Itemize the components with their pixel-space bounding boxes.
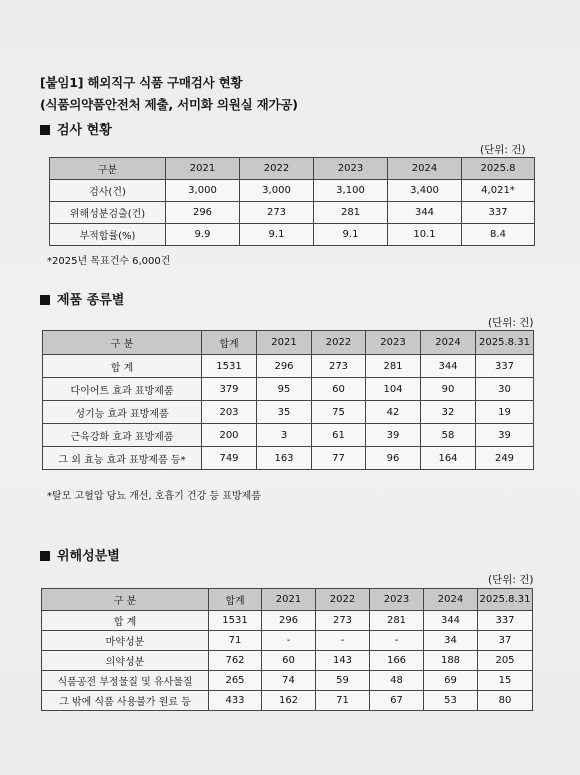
table-cell: 273 bbox=[240, 202, 314, 224]
table-cell: 3,000 bbox=[240, 180, 314, 202]
document-title: [붙임1] 해외직구 식품 구매검사 현황 bbox=[40, 75, 243, 90]
row-label-cell: 다이어트 효과 표방제품 bbox=[43, 378, 202, 401]
table-cell: - bbox=[316, 631, 370, 651]
table-cell: 281 bbox=[370, 611, 424, 631]
table-cell: 4,021* bbox=[462, 180, 535, 202]
table-cell: 749 bbox=[202, 447, 257, 470]
table-cell: 203 bbox=[202, 401, 257, 424]
table-row bbox=[42, 691, 533, 711]
table-cell: 762 bbox=[209, 651, 262, 671]
product-type-table bbox=[42, 330, 534, 470]
table-cell: 3,400 bbox=[388, 180, 462, 202]
column-header: 2024 bbox=[421, 331, 476, 355]
table-cell: 34 bbox=[424, 631, 478, 651]
table-row bbox=[42, 611, 533, 631]
column-header: 구분 bbox=[50, 158, 166, 180]
table-row bbox=[50, 180, 535, 202]
table-cell: 166 bbox=[370, 651, 424, 671]
column-header: 2022 bbox=[316, 589, 370, 611]
inspection-status-table bbox=[49, 157, 535, 246]
column-header: 2021 bbox=[257, 331, 312, 355]
row-label-cell: 식품공전 부정물질 및 유사물질 bbox=[42, 671, 209, 691]
column-header: 구 분 bbox=[42, 589, 209, 611]
row-label-cell: 위해성분검출(건) bbox=[50, 202, 166, 224]
table-cell: 15 bbox=[478, 671, 533, 691]
table-row bbox=[43, 378, 534, 401]
row-label-cell: 마약성분 bbox=[42, 631, 209, 651]
table-cell: 58 bbox=[421, 424, 476, 447]
section-title-text: 제품 종류별 bbox=[57, 293, 125, 308]
row-label-cell: 그 외 효능 효과 표방제품 등* bbox=[43, 447, 202, 470]
table-cell: 75 bbox=[312, 401, 366, 424]
section-hazard-component-title bbox=[40, 545, 120, 564]
unit-label: (단위: 건) bbox=[488, 317, 534, 329]
table-cell: 59 bbox=[316, 671, 370, 691]
document-subtitle: (식품의약품안전처 제출, 서미화 의원실 재가공) bbox=[40, 97, 298, 112]
table-cell: 249 bbox=[476, 447, 534, 470]
table-cell: 60 bbox=[312, 378, 366, 401]
table-cell: 200 bbox=[202, 424, 257, 447]
row-label-cell: 합 계 bbox=[42, 611, 209, 631]
table-note: *2025년 목표건수 6,000건 bbox=[47, 256, 171, 267]
table-cell: 67 bbox=[370, 691, 424, 711]
table-cell: 1531 bbox=[209, 611, 262, 631]
column-header: 2023 bbox=[314, 158, 388, 180]
table-cell: 3,000 bbox=[166, 180, 240, 202]
table-cell: 9.9 bbox=[166, 224, 240, 246]
table-cell: 296 bbox=[257, 355, 312, 378]
column-header: 구 분 bbox=[43, 331, 202, 355]
table-cell: 48 bbox=[370, 671, 424, 691]
table-row bbox=[50, 202, 535, 224]
table-cell: - bbox=[262, 631, 316, 651]
table-cell: - bbox=[370, 631, 424, 651]
table-cell: 344 bbox=[424, 611, 478, 631]
row-label-cell: 부적합률(%) bbox=[50, 224, 166, 246]
table-cell: 71 bbox=[209, 631, 262, 651]
table-cell: 379 bbox=[202, 378, 257, 401]
table-row bbox=[43, 447, 534, 470]
table-cell: 9.1 bbox=[314, 224, 388, 246]
square-bullet-icon bbox=[40, 125, 50, 135]
square-bullet-icon bbox=[40, 295, 50, 305]
hazard-component-table bbox=[41, 588, 533, 711]
table-cell: 281 bbox=[366, 355, 421, 378]
table-header-row bbox=[42, 589, 533, 611]
table-cell: 8.4 bbox=[462, 224, 535, 246]
column-header: 합계 bbox=[209, 589, 262, 611]
table-cell: 37 bbox=[478, 631, 533, 651]
table-row bbox=[43, 355, 534, 378]
column-header: 2023 bbox=[370, 589, 424, 611]
table-cell: 60 bbox=[262, 651, 316, 671]
table-cell: 205 bbox=[478, 651, 533, 671]
table-header-row bbox=[50, 158, 535, 180]
column-header: 2021 bbox=[262, 589, 316, 611]
table-cell: 74 bbox=[262, 671, 316, 691]
column-header: 2023 bbox=[366, 331, 421, 355]
row-label-cell: 근육강화 효과 표방제품 bbox=[43, 424, 202, 447]
column-header: 2025.8 bbox=[462, 158, 535, 180]
table-cell: 3,100 bbox=[314, 180, 388, 202]
table-row bbox=[42, 651, 533, 671]
table-cell: 77 bbox=[312, 447, 366, 470]
table-cell: 71 bbox=[316, 691, 370, 711]
section-inspection-status-title bbox=[40, 119, 112, 138]
table-row bbox=[42, 631, 533, 651]
table-cell: 90 bbox=[421, 378, 476, 401]
table-cell: 337 bbox=[478, 611, 533, 631]
table-cell: 143 bbox=[316, 651, 370, 671]
table-cell: 9.1 bbox=[240, 224, 314, 246]
table-cell: 104 bbox=[366, 378, 421, 401]
table-cell: 337 bbox=[476, 355, 534, 378]
table-row bbox=[50, 224, 535, 246]
table-row bbox=[43, 424, 534, 447]
table-header-row bbox=[43, 331, 534, 355]
table-cell: 337 bbox=[462, 202, 535, 224]
table-cell: 3 bbox=[257, 424, 312, 447]
column-header: 2022 bbox=[312, 331, 366, 355]
table-cell: 32 bbox=[421, 401, 476, 424]
table-cell: 433 bbox=[209, 691, 262, 711]
table-cell: 53 bbox=[424, 691, 478, 711]
column-header: 2025.8.31 bbox=[478, 589, 533, 611]
table-cell: 10.1 bbox=[388, 224, 462, 246]
square-bullet-icon bbox=[40, 551, 50, 561]
section-title-text: 위해성분별 bbox=[57, 549, 120, 564]
row-label-cell: 그 밖에 식품 사용불가 원료 등 bbox=[42, 691, 209, 711]
table-cell: 188 bbox=[424, 651, 478, 671]
table-cell: 281 bbox=[314, 202, 388, 224]
table-cell: 265 bbox=[209, 671, 262, 691]
table-row bbox=[42, 671, 533, 691]
row-label-cell: 합 계 bbox=[43, 355, 202, 378]
table-cell: 164 bbox=[421, 447, 476, 470]
table-cell: 39 bbox=[366, 424, 421, 447]
unit-label: (단위: 건) bbox=[488, 574, 534, 586]
table-cell: 39 bbox=[476, 424, 534, 447]
table-cell: 163 bbox=[257, 447, 312, 470]
column-header: 2022 bbox=[240, 158, 314, 180]
table-cell: 19 bbox=[476, 401, 534, 424]
table-note: *탈모 고혈압 당뇨 개선, 호흡기 건강 등 표방제품 bbox=[47, 491, 261, 502]
table-cell: 296 bbox=[262, 611, 316, 631]
table-cell: 273 bbox=[316, 611, 370, 631]
table-cell: 296 bbox=[166, 202, 240, 224]
section-title-text: 검사 현황 bbox=[57, 123, 112, 138]
table-cell: 344 bbox=[388, 202, 462, 224]
table-cell: 344 bbox=[421, 355, 476, 378]
table-cell: 69 bbox=[424, 671, 478, 691]
column-header: 2025.8.31 bbox=[476, 331, 534, 355]
table-cell: 35 bbox=[257, 401, 312, 424]
row-label-cell: 의약성분 bbox=[42, 651, 209, 671]
column-header: 2024 bbox=[388, 158, 462, 180]
unit-label: (단위: 건) bbox=[480, 144, 526, 156]
table-cell: 61 bbox=[312, 424, 366, 447]
table-cell: 273 bbox=[312, 355, 366, 378]
section-product-type-title bbox=[40, 289, 124, 308]
table-cell: 30 bbox=[476, 378, 534, 401]
column-header: 2021 bbox=[166, 158, 240, 180]
table-cell: 1531 bbox=[202, 355, 257, 378]
column-header: 합계 bbox=[202, 331, 257, 355]
table-cell: 95 bbox=[257, 378, 312, 401]
column-header: 2024 bbox=[424, 589, 478, 611]
row-label-cell: 검사(건) bbox=[50, 180, 166, 202]
table-cell: 42 bbox=[366, 401, 421, 424]
table-cell: 80 bbox=[478, 691, 533, 711]
table-cell: 96 bbox=[366, 447, 421, 470]
row-label-cell: 성기능 효과 표방제품 bbox=[43, 401, 202, 424]
table-row bbox=[43, 401, 534, 424]
table-cell: 162 bbox=[262, 691, 316, 711]
